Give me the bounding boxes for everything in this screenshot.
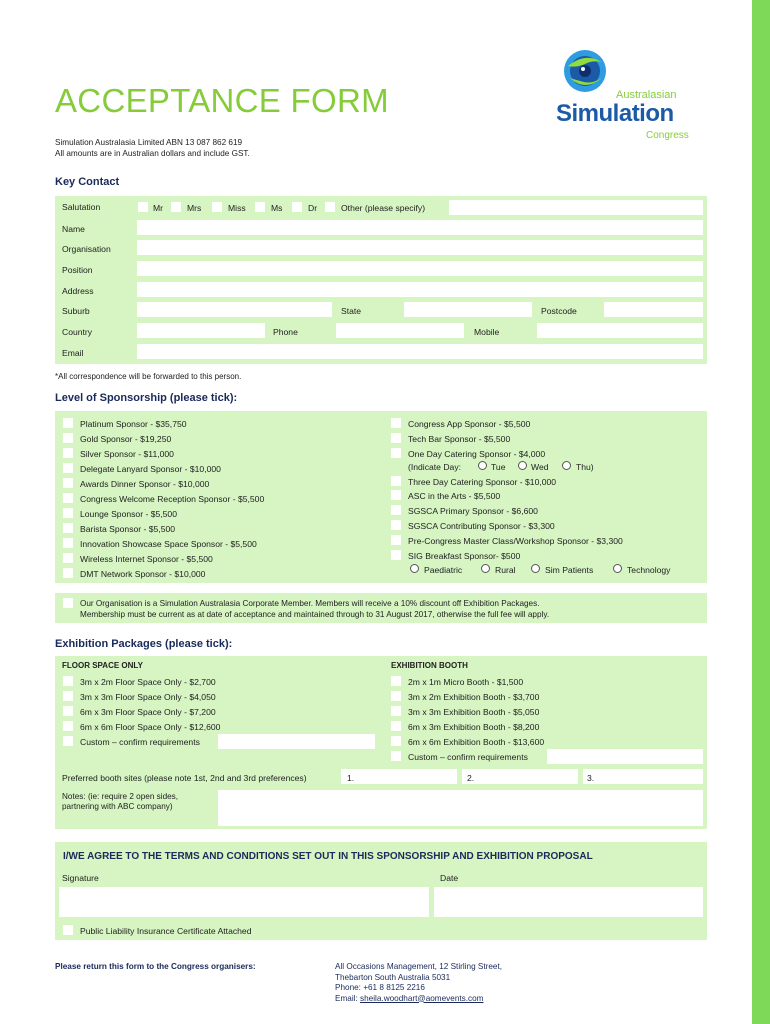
floor-space-option-label: 6m x 3m Floor Space Only - $7,200 xyxy=(80,707,216,717)
booth-option-label: 6m x 6m Exhibition Booth - $13,600 xyxy=(408,737,545,747)
sgsca-primary-label: SGSCA Primary Sponsor - $6,600 xyxy=(408,506,538,516)
salutation-miss-label: Miss xyxy=(228,203,246,213)
one-day-catering-checkbox[interactable] xyxy=(391,448,401,458)
app-sponsor-checkbox[interactable] xyxy=(391,418,401,428)
member-text-line1: Our Organisation is a Simulation Australasia Corporate Member. Members will receive a 10% discount off Exhibition Packages. xyxy=(80,599,540,608)
sig-paediatric-radio[interactable] xyxy=(410,564,419,573)
salutation-mrs-label: Mrs xyxy=(187,203,202,213)
booth-option-checkbox[interactable] xyxy=(391,736,401,746)
sponsor-option-label: Delegate Lanyard Sponsor - $10,000 xyxy=(80,464,221,474)
sponsor-option-label: Congress Welcome Reception Sponsor - $5,500 xyxy=(80,494,265,504)
sig-rural-radio[interactable] xyxy=(481,564,490,573)
sponsor-option-label: Platinum Sponsor - $35,750 xyxy=(80,419,187,429)
three-day-catering-checkbox[interactable] xyxy=(391,476,401,486)
preference-1-number: 1. xyxy=(347,773,355,783)
salutation-miss-checkbox[interactable] xyxy=(212,202,222,212)
sponsor-option-label: Lounge Sponsor - $5,500 xyxy=(80,509,177,519)
floor-space-option-label: 3m x 3m Floor Space Only - $4,050 xyxy=(80,692,216,702)
sponsor-option-label: Barista Sponsor - $5,500 xyxy=(80,524,176,534)
booth-option-label: 6m x 3m Exhibition Booth - $8,200 xyxy=(408,722,540,732)
organiser-email-row xyxy=(335,994,502,1005)
key-contact-heading: Key Contact xyxy=(55,176,120,188)
congress-logo xyxy=(556,48,706,148)
signature-field[interactable] xyxy=(59,887,429,917)
salutation-ms-label: Ms xyxy=(271,203,283,213)
email-label: Email xyxy=(62,348,84,358)
sponsor-option-checkbox[interactable] xyxy=(63,463,73,473)
position-label: Position xyxy=(62,265,93,275)
three-day-catering-label: Three Day Catering Sponsor - $10,000 xyxy=(408,477,557,487)
floor-space-option-checkbox[interactable] xyxy=(63,691,73,701)
salutation-other-label: Other (please specify) xyxy=(341,203,426,213)
day-wed-label: Wed xyxy=(531,462,549,472)
booth-option-checkbox[interactable] xyxy=(391,706,401,716)
asc-arts-label: ASC in the Arts - $5,500 xyxy=(408,491,501,501)
address-label: Address xyxy=(62,286,94,296)
address-line1: All Occasions Management, 12 Stirling Street, xyxy=(335,962,503,971)
floor-space-option-label: 3m x 2m Floor Space Only - $2,700 xyxy=(80,677,216,687)
day-tue-radio[interactable] xyxy=(478,461,487,470)
floor-space-heading: FLOOR SPACE ONLY xyxy=(62,661,143,670)
booth-option-checkbox[interactable] xyxy=(391,721,401,731)
sponsor-option-label: Awards Dinner Sponsor - $10,000 xyxy=(80,479,210,489)
right-edge-bar xyxy=(752,0,770,1024)
booth-option-checkbox[interactable] xyxy=(391,676,401,686)
exhibition-booth-heading: EXHIBITION BOOTH xyxy=(391,661,468,670)
preference-3-number: 3. xyxy=(587,773,595,783)
salutation-mrs-checkbox[interactable] xyxy=(171,202,181,212)
sponsor-option-checkbox[interactable] xyxy=(63,523,73,533)
floor-custom-field[interactable] xyxy=(218,734,375,749)
booth-option-label: 3m x 3m Exhibition Booth - $5,050 xyxy=(408,707,540,717)
suburb-field[interactable] xyxy=(137,302,332,317)
salutation-dr-label: Dr xyxy=(308,203,318,213)
sponsor-option-checkbox[interactable] xyxy=(63,493,73,503)
logo-simulation: Simulation xyxy=(556,100,674,127)
globe-icon xyxy=(562,48,608,94)
organiser-address xyxy=(335,962,502,1004)
preference-2-field[interactable] xyxy=(462,769,578,784)
signature-label: Signature xyxy=(62,873,99,883)
state-label: State xyxy=(341,306,362,316)
sponsor-option-checkbox[interactable] xyxy=(63,538,73,548)
floor-space-option-checkbox[interactable] xyxy=(63,676,73,686)
notes-label-line1: Notes: (ie: require 2 open sides, xyxy=(62,792,179,801)
correspondence-note: *All correspondence will be forwarded to this person. xyxy=(55,372,242,381)
company-abn: Simulation Australasia Limited ABN 13 087 862 619 xyxy=(55,138,243,147)
pre-congress-checkbox[interactable] xyxy=(391,535,401,545)
sig-technology-radio[interactable] xyxy=(613,564,622,573)
day-wed-radio[interactable] xyxy=(518,461,527,470)
sponsor-option-checkbox[interactable] xyxy=(63,568,73,578)
mobile-label: Mobile xyxy=(474,327,500,337)
asc-arts-checkbox[interactable] xyxy=(391,490,401,500)
logo-australasian: Australasian xyxy=(616,89,677,101)
sig-rural-label: Rural xyxy=(495,565,516,575)
day-thu-radio[interactable] xyxy=(562,461,571,470)
booth-custom-field[interactable] xyxy=(547,749,703,764)
techbar-sponsor-label: Tech Bar Sponsor - $5,500 xyxy=(408,434,511,444)
postcode-field[interactable] xyxy=(604,302,703,317)
currency-note: All amounts are in Australian dollars and include GST. xyxy=(55,149,250,158)
name-label: Name xyxy=(62,224,85,234)
sponsor-option-label: DMT Network Sponsor - $10,000 xyxy=(80,569,206,579)
name-field[interactable] xyxy=(137,220,703,235)
corporate-member-checkbox[interactable] xyxy=(63,598,73,608)
insurance-label: Public Liability Insurance Certificate Attached xyxy=(80,926,252,936)
email-prefix: Email: xyxy=(335,993,361,1003)
salutation-dr-checkbox[interactable] xyxy=(292,202,302,212)
logo-congress: Congress xyxy=(646,130,689,141)
one-day-catering-label: One Day Catering Sponsor - $4,000 xyxy=(408,449,546,459)
floor-space-option-checkbox[interactable] xyxy=(63,736,73,746)
sig-breakfast-checkbox[interactable] xyxy=(391,550,401,560)
phone-label: Phone xyxy=(273,327,298,337)
floor-space-option-checkbox[interactable] xyxy=(63,706,73,716)
app-sponsor-label: Congress App Sponsor - $5,500 xyxy=(408,419,531,429)
mobile-field[interactable] xyxy=(537,323,703,338)
organiser-email-link[interactable]: sheila.woodhart@aomevents.com xyxy=(360,993,484,1003)
state-field[interactable] xyxy=(404,302,532,317)
return-label: Please return this form to the Congress organisers: xyxy=(55,962,256,971)
salutation-other-checkbox[interactable] xyxy=(325,202,335,212)
insurance-checkbox[interactable] xyxy=(63,925,73,935)
sponsor-option-checkbox[interactable] xyxy=(63,553,73,563)
agreement-heading: I/WE AGREE TO THE TERMS AND CONDITIONS SET OUT IN THIS SPONSORSHIP AND EXHIBITION PROPOSAL xyxy=(63,851,593,862)
booth-option-label: 2m x 1m Micro Booth - $1,500 xyxy=(408,677,524,687)
sponsor-option-checkbox[interactable] xyxy=(63,418,73,428)
booth-option-label: 3m x 2m Exhibition Booth - $3,700 xyxy=(408,692,540,702)
preference-1-field[interactable] xyxy=(341,769,457,784)
sponsor-option-checkbox[interactable] xyxy=(63,508,73,518)
booth-option-checkbox[interactable] xyxy=(391,751,401,761)
organiser-phone: Phone: +61 8 8125 2216 xyxy=(335,983,425,992)
day-thu-label: Thu) xyxy=(576,462,594,472)
address-field[interactable] xyxy=(137,282,703,297)
address-line2: Thebarton South Australia 5031 xyxy=(335,972,451,982)
sponsor-option-label: Silver Sponsor - $11,000 xyxy=(80,449,174,459)
floor-space-option-checkbox[interactable] xyxy=(63,721,73,731)
sig-paediatric-label: Paediatric xyxy=(424,565,463,575)
salutation-label: Salutation xyxy=(62,202,101,212)
day-tue-label: Tue xyxy=(491,462,506,472)
position-field[interactable] xyxy=(137,261,703,276)
indicate-day-label: (Indicate Day: xyxy=(408,462,462,472)
date-field[interactable] xyxy=(434,887,703,917)
floor-space-option-label: Custom – confirm requirements xyxy=(80,737,200,747)
salutation-mr-label: Mr xyxy=(153,203,164,213)
exhibition-heading: Exhibition Packages (please tick): xyxy=(55,638,233,650)
preference-3-field[interactable] xyxy=(583,769,703,784)
suburb-label: Suburb xyxy=(62,306,90,316)
notes-field[interactable] xyxy=(218,790,703,826)
country-label: Country xyxy=(62,327,93,337)
email-field[interactable] xyxy=(137,344,703,359)
salutation-ms-checkbox[interactable] xyxy=(255,202,265,212)
sponsorship-heading: Level of Sponsorship (please tick): xyxy=(55,392,238,404)
sponsor-option-checkbox[interactable] xyxy=(63,433,73,443)
postcode-label: Postcode xyxy=(541,306,577,316)
sig-sim-patients-label: Sim Patients xyxy=(545,565,594,575)
date-label: Date xyxy=(440,873,459,883)
salutation-other-field[interactable] xyxy=(449,200,703,215)
salutation-mr-checkbox[interactable] xyxy=(138,202,148,212)
techbar-sponsor-checkbox[interactable] xyxy=(391,433,401,443)
sig-breakfast-label: SIG Breakfast Sponsor- $500 xyxy=(408,551,521,561)
sponsor-option-checkbox[interactable] xyxy=(63,478,73,488)
company-info xyxy=(55,137,250,159)
country-field[interactable] xyxy=(137,323,265,338)
phone-field[interactable] xyxy=(336,323,464,338)
floor-space-option-label: 6m x 6m Floor Space Only - $12,600 xyxy=(80,722,221,732)
sponsor-option-label: Wireless Internet Sponsor - $5,500 xyxy=(80,554,213,564)
sig-sim-patients-radio[interactable] xyxy=(531,564,540,573)
member-text-line2: Membership must be current as at date of acceptance and maintained through to 31 August 2017, otherwise the full fee will apply. xyxy=(80,610,550,619)
preference-2-number: 2. xyxy=(467,773,475,783)
sig-technology-label: Technology xyxy=(627,565,671,575)
preferred-sites-label: Preferred booth sites (please note 1st, 2nd and 3rd preferences) xyxy=(62,773,307,783)
sgsca-contrib-label: SGSCA Contributing Sponsor - $3,300 xyxy=(408,521,555,531)
booth-option-label: Custom – confirm requirements xyxy=(408,752,528,762)
sgsca-primary-checkbox[interactable] xyxy=(391,505,401,515)
sgsca-contrib-checkbox[interactable] xyxy=(391,520,401,530)
sponsor-option-label: Innovation Showcase Space Sponsor - $5,500 xyxy=(80,539,257,549)
organisation-label: Organisation xyxy=(62,244,111,254)
sponsor-option-checkbox[interactable] xyxy=(63,448,73,458)
notes-label-line2: partnering with ABC company) xyxy=(62,802,173,811)
page-title: ACCEPTANCE FORM xyxy=(55,82,389,119)
pre-congress-label: Pre-Congress Master Class/Workshop Sponsor - $3,300 xyxy=(408,536,623,546)
organisation-field[interactable] xyxy=(137,240,703,255)
sponsor-option-label: Gold Sponsor - $19,250 xyxy=(80,434,172,444)
booth-option-checkbox[interactable] xyxy=(391,691,401,701)
